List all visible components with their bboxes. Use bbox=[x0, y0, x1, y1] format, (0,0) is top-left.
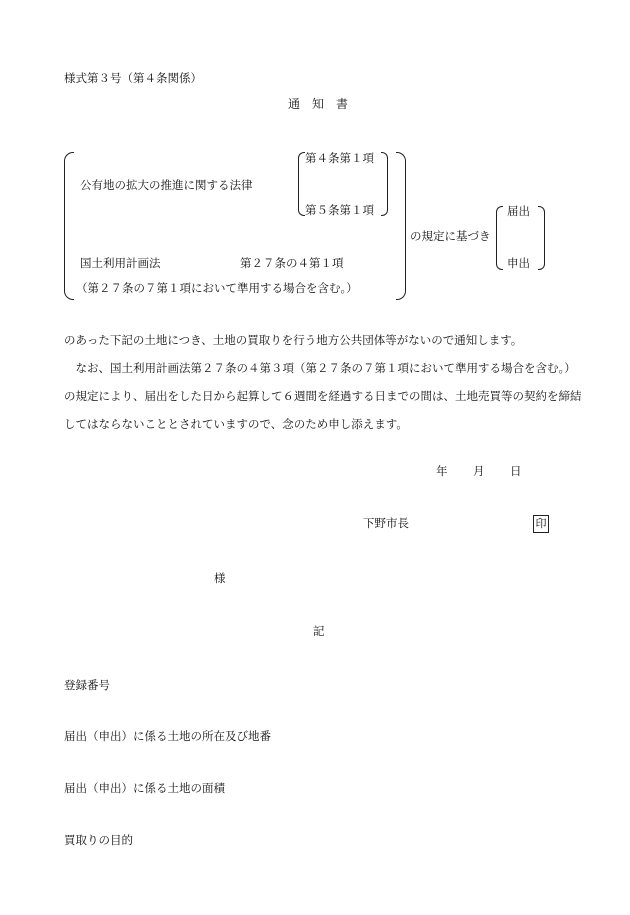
item-registration-number: 登録番号 bbox=[64, 678, 110, 692]
date-year: 年 bbox=[436, 464, 448, 478]
big-right-bracket bbox=[396, 152, 406, 300]
form-number: 様式第３号（第４条関係） bbox=[64, 71, 202, 85]
item-land-area: 届出（申出）に係る土地の面積 bbox=[64, 781, 225, 795]
connector-text: の規定に基づき bbox=[410, 229, 491, 243]
law2-name: 国土利用計画法 bbox=[80, 256, 161, 270]
option-right-bracket bbox=[538, 206, 545, 270]
ki-heading: 記 bbox=[313, 624, 325, 638]
big-left-bracket bbox=[64, 152, 74, 300]
law2-note: （第２７条の７第１項において準用する場合を含む。） bbox=[76, 281, 358, 295]
body-paragraph-2: なお、国土利用計画法第２７条の４第３項（第２７条の７第１項において準用する場合を含む。）の規定により、届出をした日から起算して６週間を経過する日までの間は、土地売買等の契約を締結してはならないこととされていますので、念のため申し添えます。 bbox=[64, 361, 582, 431]
law2-item: 第２７条の４第１項 bbox=[240, 256, 344, 270]
law1-left-bracket bbox=[298, 152, 305, 216]
item-land-location: 届出（申出）に係る土地の所在及び地番 bbox=[64, 729, 271, 743]
date-day: 日 bbox=[510, 464, 522, 478]
document-title: 通 知 書 bbox=[288, 97, 349, 111]
addressee-suffix: 様 bbox=[214, 571, 226, 585]
body-line-1: のあった下記の土地につき、土地の買取りを行う地方公共団体等がないので通知します。 bbox=[64, 333, 523, 347]
law1-item-b: 第５条第１項 bbox=[305, 203, 374, 217]
option-todokede: 届出 bbox=[507, 204, 530, 218]
law1-name: 公有地の拡大の推進に関する法律 bbox=[80, 178, 253, 192]
item-purpose: 買取りの目的 bbox=[64, 833, 133, 847]
date-month: 月 bbox=[473, 464, 485, 478]
issuer: 下野市長 bbox=[363, 516, 409, 530]
law1-right-bracket bbox=[381, 152, 388, 216]
option-moushide: 申出 bbox=[507, 256, 530, 270]
law1-item-a: 第４条第１項 bbox=[305, 151, 374, 165]
seal-box: 印 bbox=[533, 515, 549, 533]
option-left-bracket bbox=[496, 206, 503, 270]
